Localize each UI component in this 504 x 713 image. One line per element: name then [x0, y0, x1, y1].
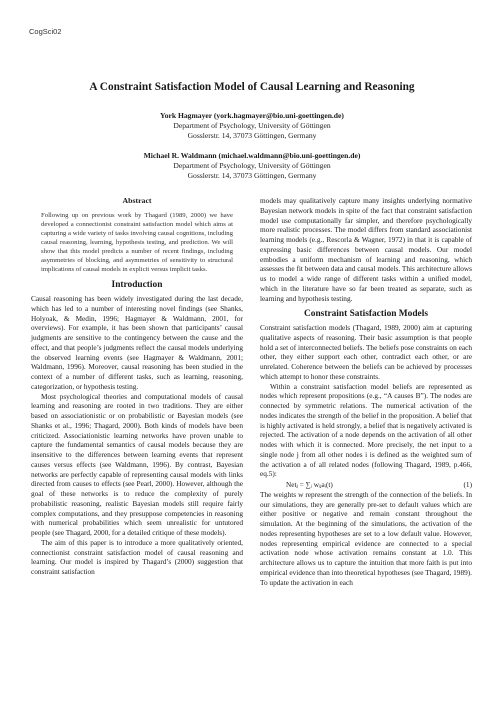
- csm-heading: Constraint Satisfaction Models: [304, 309, 428, 320]
- csm-paragraph-3: The weights w represent the strength of the connection of the beliefs. In our simulations, they are generally pre-set to default values which are either positive or negative and remain constant throughout the simulation. At the beginning of the simulations, the activation of the nodes representing hypotheses are set to a low default value. However, nodes representing empirical evidence are connected to a special activation node whose activation remains constant at 1.0. This architecture allows us to capture the intuition that more faith is put into empirical evidence than into theoretical hypotheses (see Thagard, 1989). To update the activation in each: [260, 489, 472, 587]
- author-address: Gosslerstr. 14, 37073 Göttingen, Germany: [187, 171, 317, 181]
- author-affiliation: Department of Psychology, University of Göttingen: [173, 160, 331, 170]
- introduction-heading: Introduction: [111, 280, 163, 291]
- equation-number: (1): [463, 480, 472, 489]
- author-affiliation: Department of Psychology, University of Göttingen: [173, 121, 331, 131]
- csm-paragraph-1: Constraint satisfaction models (Thagard, 1989, 2000) aim at capturing qualitative aspects of reasoning. Their basic assumption is that people hold a set of interconnected beliefs. The beliefs pose constraints on each other, they either support each other, contradict each other, or are unrelated. Coherence between the beliefs can be achieved by processes which attempt to honor these constraints.: [260, 323, 472, 381]
- abstract-heading: Abstract: [122, 196, 152, 205]
- author-name: Michael R. Waldmann (michael.waldmann@bio.uni-goettingen.de): [143, 150, 361, 160]
- author-1: [0, 111, 504, 142]
- author-address: Gosslerstr. 14, 37073 Göttingen, Germany: [187, 131, 317, 141]
- author-name: York Hagmayer (york.hagmayer@bio.uni-goettingen.de): [160, 111, 344, 120]
- author-2: [0, 151, 504, 182]
- abstract-text: Following up on previous work by Thagard (1989, 2000) we have developed a connectionist constraint satisfaction model which aims at capturing a wide variety of tasks involving causal cognitions, including causal reasoning, learning, hypothesis testing, and prediction. We will show that this model predicts a number of recent findings, including asymmetries of blocking, and asymmetries of sensitivity to structural implications of causal models in explicit versus implicit tasks.: [41, 211, 233, 274]
- equation-body: Netⱼ = ∑ᵢ wᵢⱼaᵢ(t): [286, 480, 333, 489]
- intro-paragraph-3: The aim of this paper is to introduce a more qualitatively oriented, connectionist constraint satisfaction model of causal reasoning and learning. Our model is inspired by Thagard’s (2000) suggestion that constraint satisfaction: [31, 537, 243, 577]
- intro-paragraph-1: Causal reasoning has been widely investigated during the last decade, which has led to a number of interesting novel findings (see Shanks, Holyoak, & Medin, 1996; Hagmayer & Waldmann, 2001, for overviews). For example, it has been shown that participants’ causal judgments are sensitive to the contingency between the cause and the effect, and that people’s judgments reflect the causal models underlying the observed learning events (see Hagmayer & Waldmann, 2001; Waldmann, 1996). Moreover, causal reasoning has been studied in the context of a number of different tasks, such as learning, reasoning, categorization, or hypothesis testing.: [31, 294, 243, 391]
- author-block: [0, 111, 504, 181]
- intro-continued-paragraph: models may qualitatively capture many insights underlying normative Bayesian network models in spite of the fact that constraint satisfaction model use computationally far simpler, and therefore psychologically more realistic processes. The model differs from standard associationist learning models (e.g., Rescorla & Wagner, 1972) in that it is capable of expressing basic differences between causal models. Our model embodies a uniform mechanism of learning and reasoning, which assesses the fit between data and causal models. This architecture allows us to model a wide range of different tasks within a unified model, which in the literature have so far been treated as separate, such as learning and hypothesis testing.: [260, 196, 473, 303]
- equation-1: [260, 480, 472, 490]
- right-column: [260, 196, 472, 587]
- intro-paragraph-2: Most psychological theories and computational models of causal learning and reasoning are rooted in two traditions. They are either based on associationistic or on probabilistic or Bayesian models (see Shanks et al., 1996; Thagard, 2000). Both kinds of models have been criticized. Associationistic learning networks have proven unable to capture the fundamental semantics of causal models because they are insensitive to the differences between learning events that represent causes versus effects (see Waldmann, 1996). By contrast, Bayesian networks are perfectly capable of representing causal models with links directed from causes to effects (see Pearl, 2000). However, although the goal of these networks is to reduce the complexity of purely probabilistic reasoning, realistic Bayesian models still require fairly complex computations, and they presuppose competencies in reasoning with numerical probabilities which seem unrealistic for untutored people (see Thagard, 2000, for a detailed critique of these models).: [31, 391, 243, 538]
- conference-label: CogSci02: [29, 27, 62, 36]
- csm-paragraph-2: Within a constraint satisfaction model beliefs are represented as nodes which represent propositions (e.g., “A causes B”). The nodes are connected by symmetric relations. The numerical activation of the nodes indicates the strength of the belief in the proposition. A belief that is highly activated is held strongly, a belief that is negatively activated is rejected. The activation of a node depends on the activation of all other nodes with which it is connected. More precisely, the net input to a single node j from all other nodes i is defined as the weighted sum of the activation a of all related nodes (following Thagard, 1989, p.466, eq.5):: [260, 381, 472, 479]
- paper-title: A Constraint Satisfaction Model of Causal Learning and Reasoning: [89, 81, 415, 93]
- left-column: [31, 196, 243, 577]
